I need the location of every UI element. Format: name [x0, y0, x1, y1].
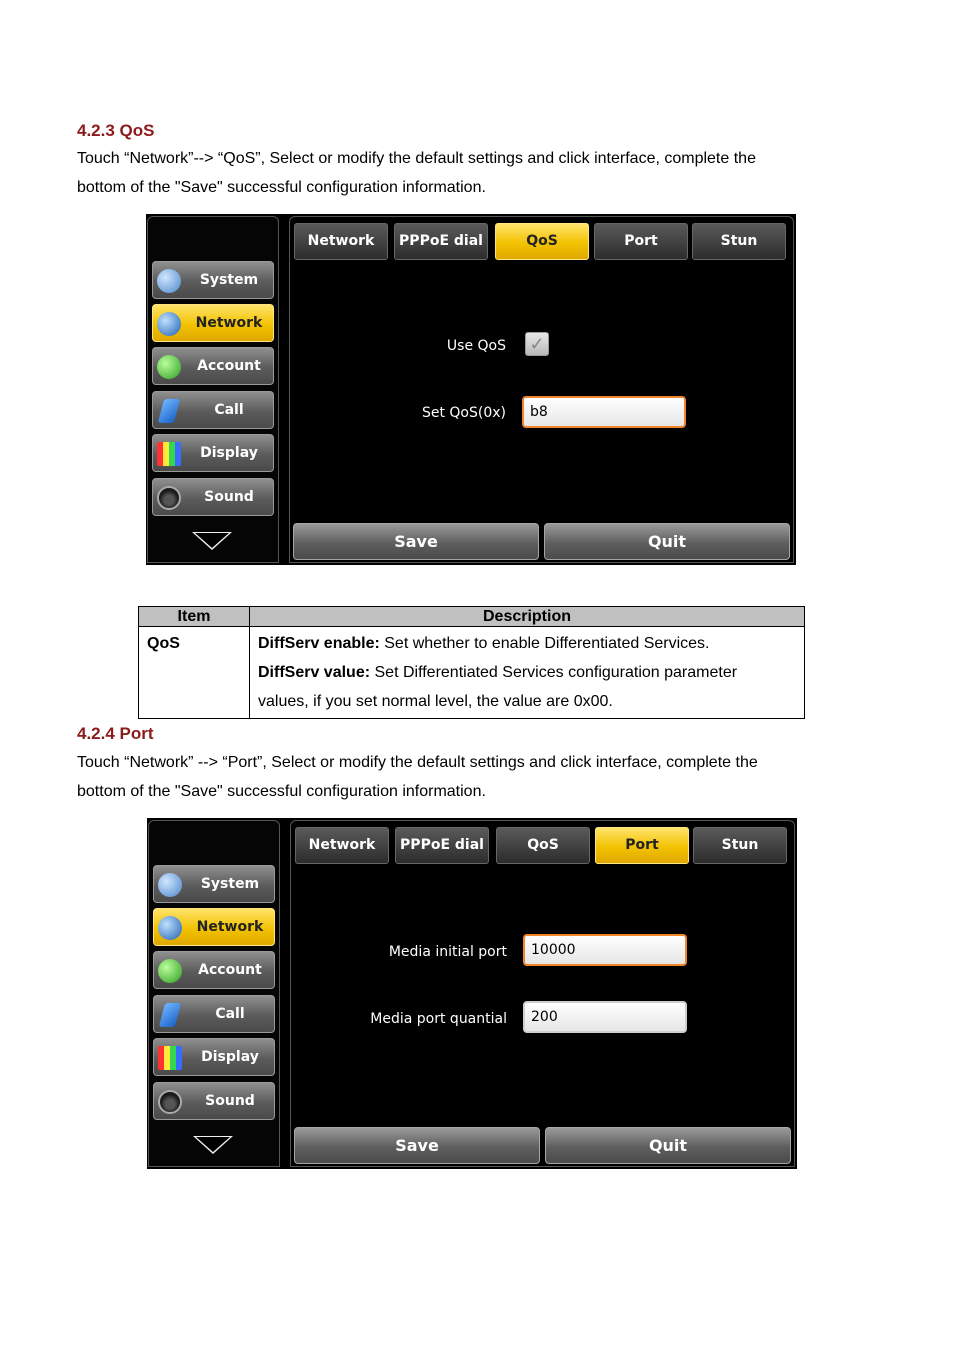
- phone-icon: [158, 399, 180, 423]
- chat-bubble-icon: [157, 269, 181, 293]
- main-panel: [289, 216, 794, 563]
- users-icon: [158, 959, 182, 983]
- save-button[interactable]: Save: [293, 523, 539, 560]
- tab-port[interactable]: Port: [595, 827, 689, 864]
- headphones-icon: [158, 1090, 182, 1114]
- sidebar-item-system[interactable]: System: [153, 865, 275, 903]
- table-header-row: [139, 607, 805, 627]
- sidebar-item-network[interactable]: Network: [152, 304, 274, 342]
- section-heading-port: 4.2.4 Port: [77, 724, 154, 743]
- set-qos-input[interactable]: b8: [522, 396, 686, 428]
- sidebar-item-network[interactable]: Network: [153, 908, 275, 946]
- sidebar-item-sound[interactable]: Sound: [152, 478, 274, 516]
- row-description-cell: [250, 627, 805, 719]
- paragraph-line: bottom of the "Save" successful configuration information.: [77, 783, 486, 800]
- tab-qos[interactable]: QoS: [496, 827, 590, 864]
- sidebar-item-display[interactable]: Display: [152, 434, 274, 472]
- scroll-down-icon[interactable]: [192, 532, 232, 550]
- tab-stun[interactable]: Stun: [693, 827, 787, 864]
- sidebar-item-call[interactable]: Call: [152, 391, 274, 429]
- sidebar-item-call[interactable]: Call: [153, 995, 275, 1033]
- paragraph-line: Touch “Network” --> “Port”, Select or modify the default settings and click interface, complete the: [77, 754, 758, 771]
- checkmark-icon: ✓: [529, 334, 545, 354]
- section-paragraph-port: [77, 748, 877, 806]
- section-heading-qos: 4.2.3 QoS: [77, 121, 155, 140]
- description-line: DiffServ enable: Set whether to enable Differentiated Services.: [258, 635, 710, 652]
- monitor-icon: [157, 442, 181, 466]
- sidebar-item-system[interactable]: System: [152, 261, 274, 299]
- row-item-cell: QoS: [139, 627, 250, 719]
- description-table: [138, 606, 805, 719]
- main-panel: [290, 820, 795, 1167]
- column-header-description: Description: [250, 607, 805, 627]
- qos-screenshot: [146, 214, 796, 565]
- media-port-quantity-input[interactable]: 200: [523, 1001, 687, 1033]
- media-initial-port-input[interactable]: 10000: [523, 934, 687, 966]
- description-line: DiffServ value: Set Differentiated Services configuration parameter: [258, 664, 738, 681]
- port-screenshot: [147, 818, 797, 1169]
- globe-icon: [158, 916, 182, 940]
- description-line: values, if you set normal level, the value are 0x00.: [258, 693, 613, 710]
- users-icon: [157, 355, 181, 379]
- tab-pppoe-dial[interactable]: PPPoE dial: [394, 223, 488, 260]
- media-initial-port-label: Media initial port: [388, 944, 507, 960]
- tab-pppoe-dial[interactable]: PPPoE dial: [395, 827, 489, 864]
- tab-port[interactable]: Port: [594, 223, 688, 260]
- headphones-icon: [157, 486, 181, 510]
- sidebar-item-account[interactable]: Account: [152, 347, 274, 385]
- tab-stun[interactable]: Stun: [692, 223, 786, 260]
- table-row: [139, 627, 805, 719]
- paragraph-line: Touch “Network”--> “QoS”, Select or modify the default settings and click interface, complete the: [77, 150, 756, 167]
- tab-network[interactable]: Network: [295, 827, 389, 864]
- sidebar: [148, 820, 280, 1167]
- use-qos-checkbox[interactable]: [525, 332, 549, 356]
- sidebar: [147, 216, 279, 563]
- paragraph-line: bottom of the "Save" successful configuration information.: [77, 179, 486, 196]
- section-paragraph-qos: [77, 144, 877, 202]
- use-qos-label: Use QoS: [446, 338, 506, 354]
- quit-button[interactable]: Quit: [544, 523, 790, 560]
- quit-button[interactable]: Quit: [545, 1127, 791, 1164]
- chat-bubble-icon: [158, 873, 182, 897]
- set-qos-label: Set QoS(0x): [421, 405, 506, 421]
- tab-network[interactable]: Network: [294, 223, 388, 260]
- phone-icon: [159, 1003, 181, 1027]
- monitor-icon: [158, 1046, 182, 1070]
- sidebar-item-account[interactable]: Account: [153, 951, 275, 989]
- tab-qos[interactable]: QoS: [495, 223, 589, 260]
- sidebar-item-sound[interactable]: Sound: [153, 1082, 275, 1120]
- media-port-quantity-label: Media port quantial: [370, 1011, 507, 1027]
- globe-icon: [157, 312, 181, 336]
- sidebar-item-display[interactable]: Display: [153, 1038, 275, 1076]
- save-button[interactable]: Save: [294, 1127, 540, 1164]
- column-header-item: Item: [139, 607, 250, 627]
- scroll-down-icon[interactable]: [193, 1136, 233, 1154]
